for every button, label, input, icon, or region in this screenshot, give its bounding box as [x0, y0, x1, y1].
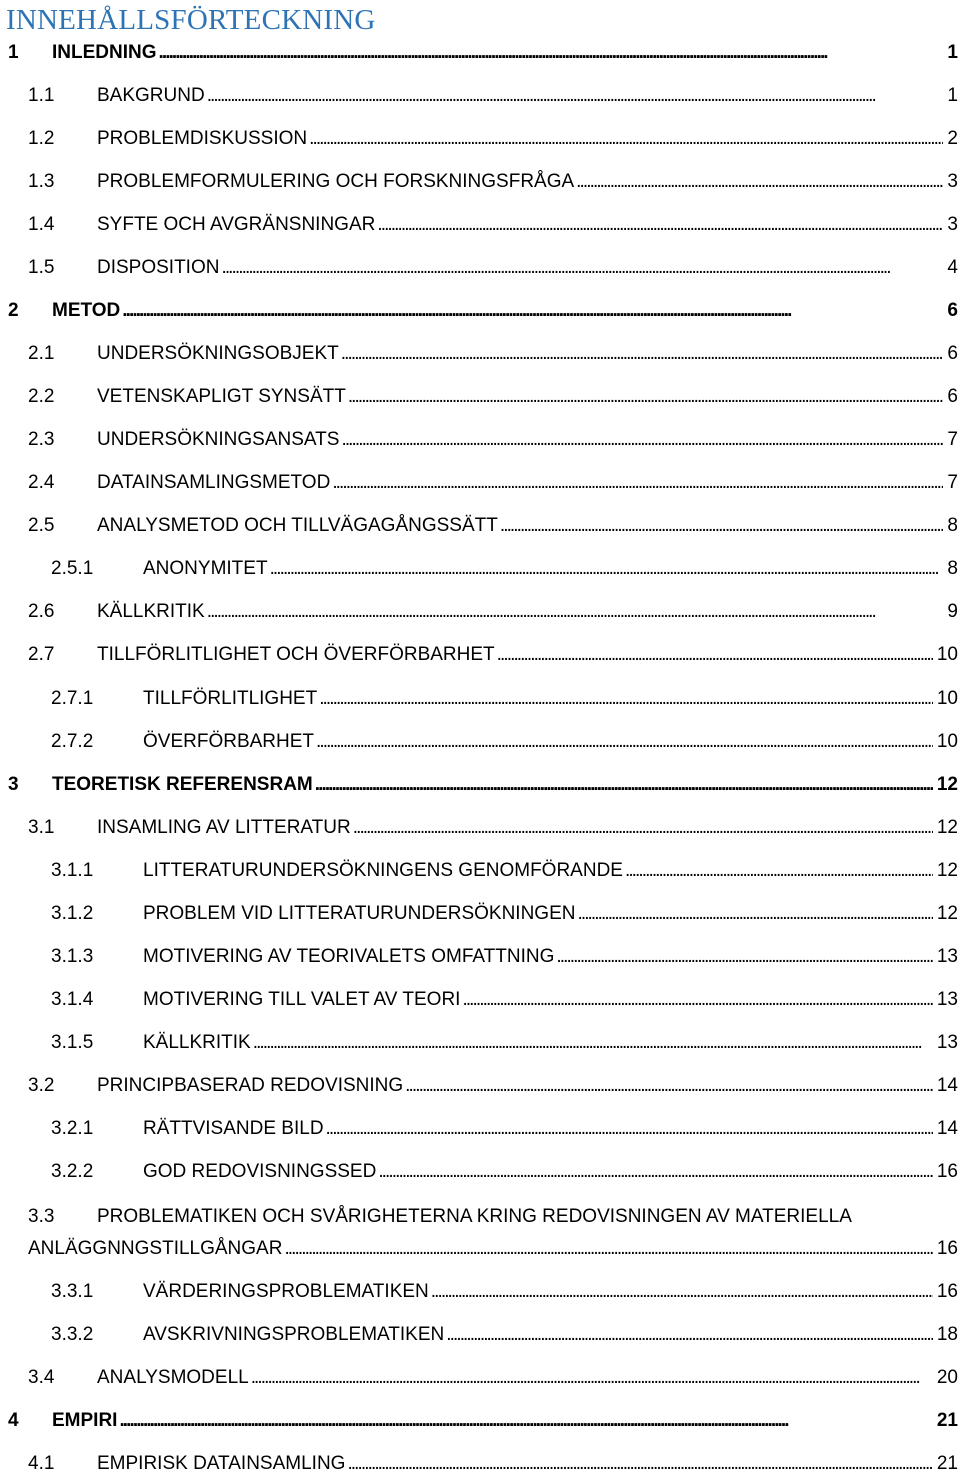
toc-entry-number: 3 — [8, 774, 19, 795]
toc-entry-number: 1.5 — [28, 257, 55, 278]
toc-leader-dots — [207, 597, 944, 627]
toc-leader-dots — [431, 1277, 933, 1307]
toc-entry-wrapped-second-line[interactable] — [0, 1234, 960, 1264]
toc-entry-title: UNDERSÖKNINGSOBJEKT — [97, 343, 339, 364]
toc-entry-title: RÄTTVISANDE BILD — [143, 1118, 324, 1139]
toc-entry[interactable] — [0, 1449, 960, 1479]
toc-leader-dots — [159, 38, 944, 68]
toc-entry-title: INLEDNING — [52, 42, 157, 63]
toc-leader-dots — [207, 81, 944, 111]
toc-entry-number: 2 — [8, 300, 19, 321]
toc-entry-title: MOTIVERING TILL VALET AV TEORI — [143, 989, 461, 1010]
toc-entry[interactable] — [0, 468, 960, 498]
toc-entry-page: 16 — [936, 1238, 958, 1259]
toc-entry-number: 3.3 — [28, 1206, 55, 1227]
toc-leader-dots — [341, 339, 944, 369]
toc-entry-page: 6 — [947, 300, 958, 321]
toc-entry-title: BAKGRUND — [97, 85, 205, 106]
toc-leader-dots — [309, 124, 943, 154]
toc-entry-page: 1 — [947, 42, 958, 63]
toc-entry-page: 4 — [947, 257, 958, 278]
toc-entry-title: ANLÄGGNNGSTILLGÅNGAR — [28, 1238, 283, 1259]
toc-entry[interactable] — [0, 38, 960, 68]
toc-entry-number: 3.2.1 — [51, 1118, 94, 1139]
toc-entry-number: 1 — [8, 42, 19, 63]
toc-leader-dots — [576, 167, 943, 197]
toc-entry-number: 4 — [8, 1410, 19, 1431]
toc-leader-dots — [221, 253, 943, 283]
toc-entry[interactable] — [0, 382, 960, 412]
toc-entry-number: 3.1 — [28, 817, 55, 838]
toc-entry-title: INSAMLING AV LITTERATUR — [97, 817, 351, 838]
toc-entry-number: 2.7.1 — [51, 688, 94, 709]
toc-entry[interactable] — [0, 81, 960, 111]
toc-entry-title: ANALYSMODELL — [97, 1367, 249, 1388]
toc-entry-page: 12 — [936, 860, 958, 881]
toc-entry-number: 2.5.1 — [51, 558, 94, 579]
toc-entry[interactable] — [0, 640, 960, 670]
toc-entry-number: 4.1 — [28, 1453, 55, 1474]
toc-entry-page: 13 — [936, 989, 958, 1010]
toc-leader-dots — [446, 1320, 933, 1350]
toc-entry-page: 16 — [936, 1161, 958, 1182]
toc-entry-number: 2.1 — [28, 343, 55, 364]
toc-entry-page: 10 — [936, 644, 958, 665]
toc-entry-number: 3.1.1 — [51, 860, 94, 881]
toc-entry-number: 3.1.3 — [51, 946, 94, 967]
toc-leader-dots — [326, 1114, 933, 1144]
toc-entry-page: 3 — [947, 214, 958, 235]
toc-leader-dots — [405, 1071, 933, 1101]
toc-entry-page: 8 — [947, 515, 958, 536]
toc-leader-dots — [319, 684, 933, 714]
toc-entry-number: 3.1.2 — [51, 903, 94, 924]
toc-entry-title: VÄRDERINGSPROBLEMATIKEN — [143, 1281, 429, 1302]
toc-entry[interactable] — [0, 124, 960, 154]
toc-entry[interactable] — [0, 253, 960, 283]
toc-entry-number: 3.3.1 — [51, 1281, 94, 1302]
toc-entry-number: 2.5 — [28, 515, 55, 536]
toc-leader-dots — [577, 899, 932, 929]
toc-entry-title: ANALYSMETOD OCH TILLVÄGAGÅNGSSÄTT — [97, 515, 498, 536]
toc-entry[interactable] — [0, 296, 960, 326]
toc-leader-dots — [316, 727, 933, 757]
toc-entry[interactable] — [0, 727, 960, 757]
toc-entry-number: 3.4 — [28, 1367, 55, 1388]
toc-entry-page: 10 — [936, 731, 958, 752]
toc-entry-number: 1.3 — [28, 171, 55, 192]
toc-entry[interactable] — [0, 1406, 960, 1436]
toc-entry-title: PROBLEMDISKUSSION — [97, 128, 308, 149]
toc-entry-page: 8 — [947, 558, 958, 579]
toc-entry-title: UNDERSÖKNINGSANSATS — [97, 429, 340, 450]
toc-entry-page: 21 — [936, 1410, 958, 1431]
toc-entry-title: TILLFÖRLITLIGHET — [143, 688, 318, 709]
toc-leader-dots — [625, 856, 933, 886]
toc-entry-title: AVSKRIVNINGSPROBLEMATIKEN — [143, 1324, 445, 1345]
toc-entry-number: 1.4 — [28, 214, 55, 235]
toc-entry-page: 13 — [936, 1032, 958, 1053]
toc-entry-number: 3.3.2 — [51, 1324, 94, 1345]
toc-leader-dots — [353, 813, 933, 843]
toc-entry-title: KÄLLKRITIK — [97, 601, 205, 622]
toc-entry-title: METOD — [52, 300, 121, 321]
toc-entry-page: 6 — [947, 386, 958, 407]
toc-entry[interactable] — [0, 1114, 960, 1144]
toc-entry-wrapped-first-line[interactable] — [0, 1202, 960, 1232]
toc-entry-page: 18 — [936, 1324, 958, 1345]
toc-leader-dots — [497, 640, 933, 670]
toc-entry-number: 1.2 — [28, 128, 55, 149]
toc-entry[interactable] — [0, 425, 960, 455]
toc-entry-page: 3 — [947, 171, 958, 192]
toc-entry-title: PROBLEM VID LITTERATURUNDERSÖKNINGEN — [143, 903, 576, 924]
toc-entry-number: 3.2.2 — [51, 1161, 94, 1182]
toc-entry-number: 3.1.5 — [51, 1032, 94, 1053]
toc-entry[interactable] — [0, 770, 960, 800]
toc-leader-dots — [315, 770, 933, 800]
toc-leader-dots — [332, 468, 943, 498]
toc-entry-page: 9 — [947, 601, 958, 622]
toc-entry-title: VETENSKAPLIGT SYNSÄTT — [97, 386, 346, 407]
toc-entry-page: 2 — [947, 128, 958, 149]
toc-entry-page: 10 — [936, 688, 958, 709]
toc-entry-number: 2.2 — [28, 386, 55, 407]
toc-entry[interactable] — [0, 554, 960, 584]
toc-entry-title-line1: PROBLEMATIKEN OCH SVÅRIGHETERNA KRING REDOVISNINGEN AV MATERIELLA — [97, 1206, 852, 1227]
toc-leader-dots — [378, 1157, 933, 1187]
toc-entry-title: SYFTE OCH AVGRÄNSNINGAR — [97, 214, 376, 235]
toc-entry-number: 2.7.2 — [51, 731, 94, 752]
toc-entry-page: 14 — [936, 1075, 958, 1096]
toc-entry-number: 2.7 — [28, 644, 55, 665]
toc-entry-page: 7 — [947, 472, 958, 493]
toc-entry-title: ANONYMITET — [143, 558, 268, 579]
toc-entry-title: ÖVERFÖRBARHET — [143, 731, 315, 752]
toc-entry[interactable] — [0, 1320, 960, 1350]
toc-entry-title: DATAINSAMLINGSMETOD — [97, 472, 331, 493]
toc-leader-dots — [270, 554, 944, 584]
toc-entry-page: 12 — [936, 903, 958, 924]
toc-entry[interactable] — [0, 813, 960, 843]
toc-entry-page: 7 — [947, 429, 958, 450]
toc-entry-page: 13 — [936, 946, 958, 967]
toc-leader-dots — [251, 1363, 933, 1393]
toc-entry-page: 1 — [947, 85, 958, 106]
toc-leader-dots — [462, 985, 932, 1015]
toc-entry-page: 21 — [936, 1453, 958, 1474]
toc-entry-title: TILLFÖRLITLIGHET OCH ÖVERFÖRBARHET — [97, 644, 495, 665]
toc-entry[interactable] — [0, 597, 960, 627]
toc-leader-dots — [284, 1234, 932, 1264]
toc-entry[interactable] — [0, 1071, 960, 1101]
toc-leader-dots — [347, 1449, 932, 1479]
toc-entry-title: EMPIRISK DATAINSAMLING — [97, 1453, 346, 1474]
toc-leader-dots — [119, 1406, 932, 1436]
toc-entry[interactable] — [0, 1157, 960, 1187]
toc-entry-page: 20 — [936, 1367, 958, 1388]
toc-entry-number: 3.1.4 — [51, 989, 94, 1010]
toc-entry-title: LITTERATURUNDERSÖKNINGENS GENOMFÖRANDE — [143, 860, 623, 881]
toc-entry[interactable] — [0, 985, 960, 1015]
toc-entry[interactable] — [0, 1363, 960, 1393]
toc-leader-dots — [377, 210, 943, 240]
toc-entry-number: 2.6 — [28, 601, 55, 622]
toc-entry-number: 1.1 — [28, 85, 55, 106]
toc-entry[interactable] — [0, 856, 960, 886]
toc-entry-page: 6 — [947, 343, 958, 364]
toc-entry-page: 14 — [936, 1118, 958, 1139]
toc-entry-title: MOTIVERING AV TEORIVALETS OMFATTNING — [143, 946, 555, 967]
toc-leader-dots — [348, 382, 944, 412]
toc-entry-title: GOD REDOVISNINGSSED — [143, 1161, 377, 1182]
toc-entry[interactable] — [0, 167, 960, 197]
toc-entry-page: 16 — [936, 1281, 958, 1302]
toc-entry-title: DISPOSITION — [97, 257, 220, 278]
toc-entry-title: EMPIRI — [52, 1410, 118, 1431]
toc-entry[interactable] — [0, 899, 960, 929]
toc-entry-title: KÄLLKRITIK — [143, 1032, 251, 1053]
toc-entry[interactable] — [0, 942, 960, 972]
toc-leader-dots — [500, 511, 944, 541]
toc-leader-dots — [253, 1028, 933, 1058]
toc-entry[interactable] — [0, 511, 960, 541]
toc-entry-title: PROBLEMFORMULERING OCH FORSKNINGSFRÅGA — [97, 171, 575, 192]
toc-entry[interactable] — [0, 1028, 960, 1058]
toc-entry-page: 12 — [936, 817, 958, 838]
toc-entry-title: TEORETISK REFERENSRAM — [52, 774, 313, 795]
toc-leader-dots — [122, 296, 943, 326]
toc-leader-dots — [556, 942, 932, 972]
toc-heading: INNEHÅLLSFÖRTECKNING — [6, 4, 376, 36]
toc-entry[interactable] — [0, 684, 960, 714]
toc-entry[interactable] — [0, 210, 960, 240]
toc-entry-number: 2.3 — [28, 429, 55, 450]
toc-entry-title: PRINCIPBASERAD REDOVISNING — [97, 1075, 404, 1096]
toc-entry[interactable] — [0, 1277, 960, 1307]
toc-leader-dots — [341, 425, 943, 455]
toc-entry-number: 3.2 — [28, 1075, 55, 1096]
toc-entry-page: 12 — [936, 774, 958, 795]
toc-entry-number: 2.4 — [28, 472, 55, 493]
toc-entry[interactable] — [0, 339, 960, 369]
